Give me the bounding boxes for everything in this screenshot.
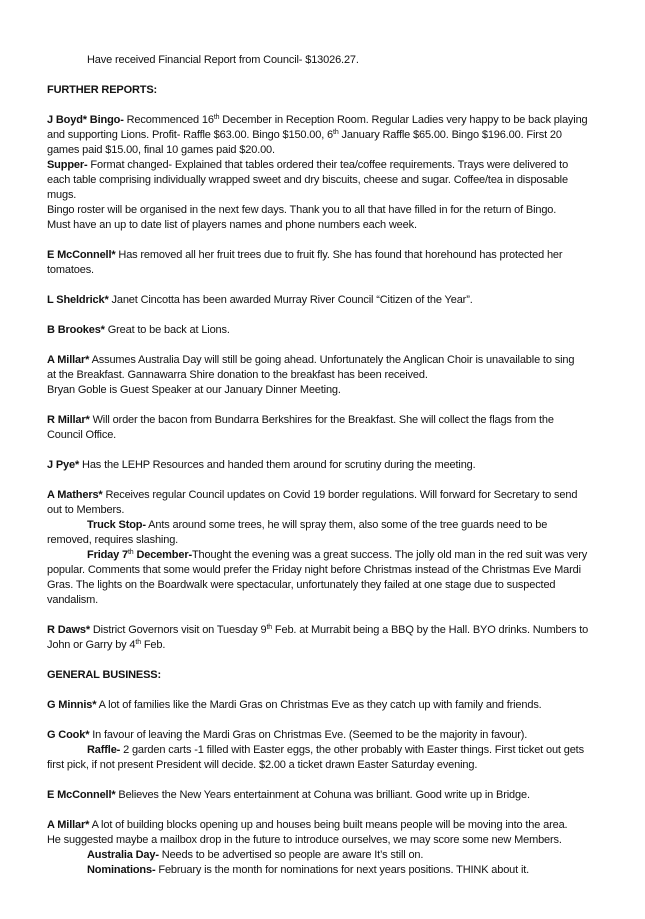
text-line <box>47 248 637 263</box>
text-line <box>47 593 637 608</box>
body-text: Have received Financial Report from Council- $13026.27. <box>87 54 359 66</box>
text-line <box>47 743 637 758</box>
text-line <box>47 818 637 833</box>
body-text: Must have an up to date list of players names and phone numbers each week. <box>47 219 417 231</box>
bold-label: GENERAL BUSINESS: <box>47 669 161 681</box>
body-text: out to Members. <box>47 504 125 516</box>
text-line <box>47 833 637 848</box>
body-text: Feb. <box>140 639 166 651</box>
business-a-millar <box>47 818 637 878</box>
text-line <box>47 218 637 233</box>
text-line <box>47 623 637 638</box>
body-text: A lot of families like the Mardi Gras on Christmas Eve as they catch up with family and friends. <box>96 699 542 711</box>
business-g-minnis <box>47 698 637 713</box>
bold-label: A Millar* <box>47 354 90 366</box>
business-g-cook <box>47 728 637 773</box>
text-line <box>47 323 637 338</box>
text-line <box>47 548 637 563</box>
text-line <box>47 533 637 548</box>
body-text: at the Breakfast. Gannawarra Shire donation to the breakfast has been received. <box>47 369 428 381</box>
body-text: Receives regular Council updates on Covid 19 border regulations. Will forward for Secretary to send <box>102 489 578 501</box>
body-text: Assumes Australia Day will still be going ahead. Unfortunately the Anglican Choir is unavailable to sing <box>89 354 575 366</box>
text-line <box>47 143 637 158</box>
body-text: vandalism. <box>47 594 99 606</box>
body-text: popular. Comments that some would prefer the Friday night before Christmas instead of the Christmas Eve Mardi <box>47 564 581 576</box>
text-line <box>47 158 637 173</box>
report-a-millar <box>47 353 637 398</box>
body-text: mugs. <box>47 189 77 201</box>
bold-label: December- <box>133 549 192 561</box>
bold-label: A Mathers* <box>47 489 103 501</box>
bold-label: FURTHER REPORTS: <box>47 84 158 96</box>
body-text: first pick, if not present President will decide. $2.00 a ticket drawn Easter Saturday evening. <box>47 759 478 771</box>
text-line <box>47 728 637 743</box>
body-text: Janet Cincotta has been awarded Murray River Council “Citizen of the Year”. <box>108 294 473 306</box>
body-text: Has the LEHP Resources and handed them around for scrutiny during the meeting. <box>79 459 476 471</box>
body-text: removed, requires slashing. <box>47 534 179 546</box>
superscript: th <box>333 129 339 136</box>
text-line <box>47 368 637 383</box>
bold-label: G Cook* <box>47 729 90 741</box>
body-text: Bryan Goble is Guest Speaker at our January Dinner Meeting. <box>47 384 341 396</box>
body-text: Believes the New Years entertainment at Cohuna was brilliant. Good write up in Bridge. <box>115 789 530 801</box>
report-r-millar <box>47 413 637 443</box>
text-line <box>47 428 637 443</box>
text-line <box>47 53 637 68</box>
bold-label: J Boyd* Bingo- <box>47 114 124 126</box>
body-text: Gras. The lights on the Boardwalk were spectacular, unfortunately they failed at one stage due to suspected <box>47 579 556 591</box>
report-j-pye <box>47 458 637 473</box>
body-text: Thought the evening was a great success. The jolly old man in the red suit was very <box>191 549 588 561</box>
bold-label: R Millar* <box>47 414 90 426</box>
bold-label: G Minnis* <box>47 699 97 711</box>
body-text: Needs to be advertised so people are aware It’s still on. <box>158 849 424 861</box>
minutes-document <box>47 53 637 893</box>
text-line <box>47 113 637 128</box>
text-line <box>47 383 637 398</box>
superscript: th <box>128 549 134 556</box>
body-text: Great to be back at Lions. <box>104 324 230 336</box>
text-line <box>47 263 637 278</box>
body-text: Council Office. <box>47 429 117 441</box>
report-b-brookes <box>47 323 637 338</box>
general-business-heading <box>47 668 637 683</box>
text-line <box>47 128 637 143</box>
text-line <box>47 518 637 533</box>
superscript: th <box>213 114 220 121</box>
text-line <box>47 578 637 593</box>
body-text: He suggested maybe a mailbox drop in the future to introduce ourselves, we may score some new Members. <box>47 834 562 846</box>
bold-label: Nominations- <box>87 864 156 876</box>
report-a-mathers <box>47 488 637 608</box>
text-line <box>47 173 637 188</box>
body-text: and supporting Lions. Profit- Raffle $63.00. Bingo $150.00, 6 <box>47 129 334 141</box>
superscript: th <box>266 624 272 631</box>
further-reports-heading <box>47 83 637 98</box>
body-text: games paid $15.00, final 10 games paid $20.00. <box>47 144 275 156</box>
body-text: Format changed- Explained that tables ordered their tea/coffee requirements. Trays were delivered to <box>87 159 569 171</box>
report-l-sheldrick <box>47 293 637 308</box>
bold-label: E McConnell* <box>47 249 116 261</box>
text-line <box>47 638 637 653</box>
text-line <box>47 458 637 473</box>
text-line <box>47 668 637 683</box>
text-line <box>47 788 637 803</box>
bold-label: B Brookes* <box>47 324 105 336</box>
bold-label: Friday 7 <box>87 549 128 561</box>
body-text: tomatoes. <box>47 264 94 276</box>
text-line <box>47 413 637 428</box>
body-text: District Governors visit on Tuesday 9 <box>89 624 267 636</box>
text-line <box>47 698 637 713</box>
superscript: th <box>135 639 141 646</box>
bold-label: E McConnell* <box>47 789 116 801</box>
body-text: January Raffle $65.00. Bingo $196.00. First 20 <box>338 129 562 141</box>
body-text: 2 garden carts -1 filled with Easter eggs, the other probably with Easter things. First ticket out gets <box>120 744 584 756</box>
bold-label: Raffle- <box>87 744 121 756</box>
body-text: each table comprising individually wrapped sweet and dry biscuits, cheese and sugar. Coffee/tea in disposable <box>47 174 568 186</box>
bold-label: R Daws* <box>47 624 90 636</box>
text-line <box>47 563 637 578</box>
report-j-boyd <box>47 113 637 233</box>
report-e-mcconnell <box>47 248 637 278</box>
bold-label: J Pye* <box>47 459 80 471</box>
text-line <box>47 488 637 503</box>
body-text: Has removed all her fruit trees due to fruit fly. She has found that horehound has protected her <box>115 249 563 261</box>
text-line <box>47 353 637 368</box>
text-line <box>47 503 637 518</box>
bold-label: L Sheldrick* <box>47 294 109 306</box>
bold-label: Australia Day- <box>87 849 159 861</box>
body-text: Bingo roster will be organised in the next few days. Thank you to all that have filled in for the return of Bingo. <box>47 204 557 216</box>
body-text: A lot of building blocks opening up and houses being built means people will be moving into the area. <box>89 819 568 831</box>
text-line <box>47 203 637 218</box>
body-text: Ants around some trees, he will spray them, also some of the tree guards need to be <box>145 519 548 531</box>
body-text: Will order the bacon from Bundarra Berkshires for the Breakfast. She will collect the flags from the <box>89 414 554 426</box>
body-text: In favour of leaving the Mardi Gras on Christmas Eve. (Seemed to be the majority in favour). <box>89 729 528 741</box>
body-text: Feb. at Murrabit being a BBQ by the Hall. BYO drinks. Numbers to <box>272 624 589 636</box>
text-line <box>47 83 637 98</box>
financial-report-note <box>47 53 637 68</box>
business-e-mcconnell <box>47 788 637 803</box>
text-line <box>47 188 637 203</box>
body-text: December in Reception Room. Regular Ladies very happy to be back playing <box>219 114 588 126</box>
body-text: February is the month for nominations for next years positions. THINK about it. <box>155 864 530 876</box>
bold-label: A Millar* <box>47 819 90 831</box>
report-r-daws <box>47 623 637 653</box>
text-line <box>47 848 637 863</box>
bold-label: Truck Stop- <box>87 519 146 531</box>
text-line <box>47 293 637 308</box>
text-line <box>47 758 637 773</box>
body-text: John or Garry by 4 <box>47 639 136 651</box>
body-text: Recommenced 16 <box>123 114 214 126</box>
bold-label: Supper- <box>47 159 88 171</box>
text-line <box>47 863 637 878</box>
